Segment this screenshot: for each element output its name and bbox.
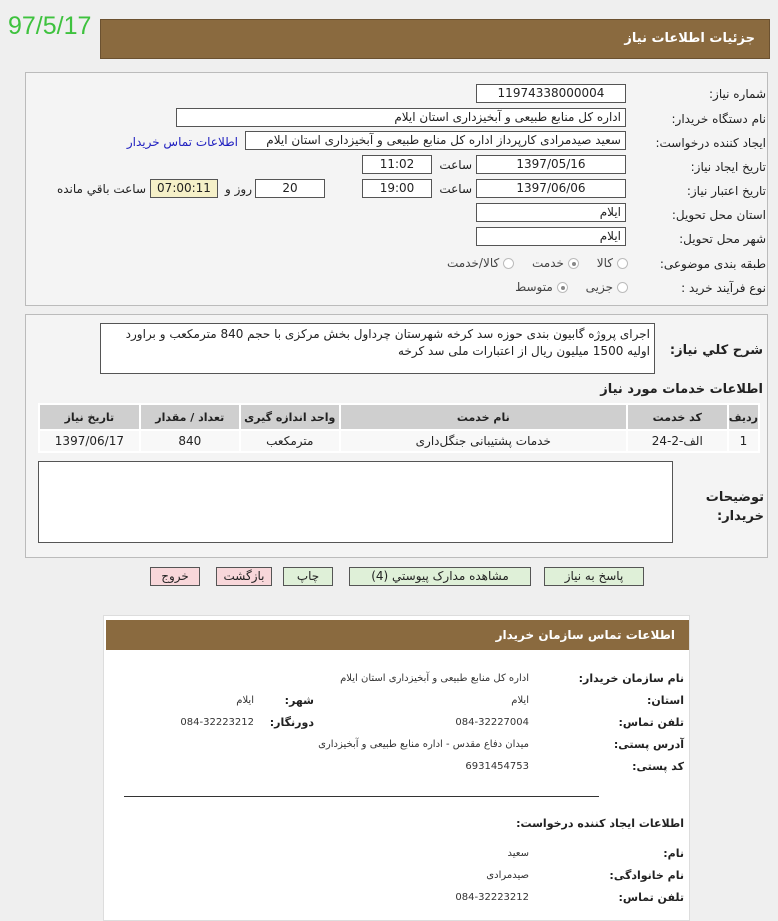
org-label: نام سازمان خریدار: [578, 672, 684, 685]
back-button[interactable]: بازگشت [216, 567, 272, 586]
remaining-time-field: 07:00:11 [150, 179, 218, 198]
cell-qty: 840 [140, 430, 240, 452]
postal-value: 6931454753 [465, 761, 529, 772]
fax-label: دورنگار: [269, 716, 314, 729]
description-textarea[interactable]: اجرای پروژه گابیون بندی حوزه سد کرخه شهرستان چرداول بخش مرکزی با حجم 840 مترمکعب و براورد اولیه 1500 میلیون ریال از اعتبارات ملی سد کرخه [100, 323, 655, 374]
address-value: میدان دفاع مقدس - اداره منابع طبیعی و آبخیزداری [318, 739, 529, 750]
phone-label: تلفن تماس: [618, 716, 684, 729]
creator-section-title: اطلاعات ایجاد کننده درخواست: [516, 817, 684, 830]
description-label: شرح کلي نياز: [669, 343, 763, 358]
valid-date-label: تاریخ اعتبار نیاز: [686, 184, 766, 198]
need-number-field[interactable]: 11974338000004 [476, 84, 626, 103]
buyer-notes-label: توضیحات خریدار: [705, 490, 764, 524]
cell-unit: مترمکعب [240, 430, 340, 452]
province-label: استان: [647, 694, 684, 707]
process-radio-medium[interactable] [557, 282, 568, 293]
process-radio-group: جزیی متوسط [501, 280, 628, 294]
col-code: کد خدمت [627, 404, 728, 430]
buyer-contact-card [103, 615, 690, 921]
phone-value: 084-32227004 [455, 717, 529, 728]
col-row: ردیف [728, 404, 759, 430]
buyer-field[interactable]: اداره کل منابع طبیعی و آبخیزداری استان ایلام [176, 108, 626, 127]
created-time-field[interactable]: 11:02 [362, 155, 432, 174]
col-qty: تعداد / مقدار [140, 404, 240, 430]
family-value: صیدمرادی [486, 870, 529, 881]
valid-date-field[interactable]: 1397/06/06 [476, 179, 626, 198]
process-label: نوع فرآیند خرید : [681, 281, 766, 295]
cell-date: 1397/06/17 [39, 430, 140, 452]
attachments-button[interactable]: مشاهده مدارک پیوستي (4) [349, 567, 531, 586]
days-label: روز و [225, 182, 252, 196]
page-header: جزئیات اطلاعات نیاز [100, 19, 770, 59]
col-unit: واحد اندازه گیری [240, 404, 340, 430]
contact-card-header: اطلاعات تماس سازمان خریدار [106, 620, 689, 650]
category-radio-service[interactable] [568, 258, 579, 269]
buyer-contact-link[interactable]: اطلاعات تماس خریدار [126, 135, 238, 149]
created-hour-label: ساعت [439, 158, 472, 172]
cell-code: الف-2-24 [627, 430, 728, 452]
province-label: استان محل تحویل: [671, 208, 766, 222]
need-number-label: شماره نیاز: [709, 87, 766, 101]
category-radio-goods[interactable] [617, 258, 628, 269]
reply-button[interactable]: پاسخ به نیاز [544, 567, 644, 586]
postal-label: کد پستی: [632, 760, 684, 773]
process-radio-minor[interactable] [617, 282, 628, 293]
services-table [38, 403, 760, 453]
city-label: شهر: [284, 694, 314, 707]
valid-time-field[interactable]: 19:00 [362, 179, 432, 198]
cell-row: 1 [728, 430, 759, 452]
family-label: نام خانوادگی: [609, 869, 684, 882]
city-field[interactable]: ایلام [476, 227, 626, 246]
buyer-label: نام دستگاه خریدار: [671, 112, 766, 126]
province-field[interactable]: ایلام [476, 203, 626, 222]
name-label: نام: [663, 847, 684, 860]
days-field[interactable]: 20 [255, 179, 325, 198]
creator-label: ایجاد کننده درخواست: [655, 136, 766, 150]
address-label: آدرس پستی: [613, 738, 684, 751]
col-date: تاریخ نیاز [39, 404, 140, 430]
created-date-field[interactable]: 1397/05/16 [476, 155, 626, 174]
table-row [39, 430, 759, 452]
exit-button[interactable]: خروج [150, 567, 200, 586]
table-header-row [39, 404, 759, 430]
stamp-date: 97/5/17 [8, 12, 92, 40]
services-title: اطلاعات خدمات مورد نیاز [600, 382, 763, 397]
creator-field[interactable]: سعید صیدمرادی کارپرداز اداره کل منابع طبیعی و آبخیزداری استان ایلام [245, 131, 626, 150]
valid-hour-label: ساعت [439, 182, 472, 196]
fax-value: 084-32223212 [180, 717, 254, 728]
city-value: ایلام [236, 695, 254, 706]
city-label: شهر محل تحویل: [679, 232, 766, 246]
org-value: اداره کل منابع طبیعی و آبخیزداری استان ایلام [340, 673, 529, 684]
category-label: طبقه بندی موضوعی: [659, 257, 766, 271]
remaining-label: ساعت باقي مانده [56, 182, 146, 196]
divider [124, 796, 599, 797]
cell-name: خدمات پشتیبانی جنگل‌داری [340, 430, 627, 452]
category-radio-both[interactable] [503, 258, 514, 269]
created-date-label: تاریخ ایجاد نیاز: [690, 160, 766, 174]
creator-phone-label: تلفن تماس: [618, 891, 684, 904]
category-radio-group: کالا خدمت کالا/خدمت [433, 256, 628, 270]
buyer-notes-textarea[interactable] [38, 461, 673, 543]
print-button[interactable]: چاپ [283, 567, 333, 586]
col-name: نام خدمت [340, 404, 627, 430]
province-value: ایلام [511, 695, 529, 706]
name-value: سعید [507, 848, 529, 859]
creator-phone-value: 084-32223212 [455, 892, 529, 903]
